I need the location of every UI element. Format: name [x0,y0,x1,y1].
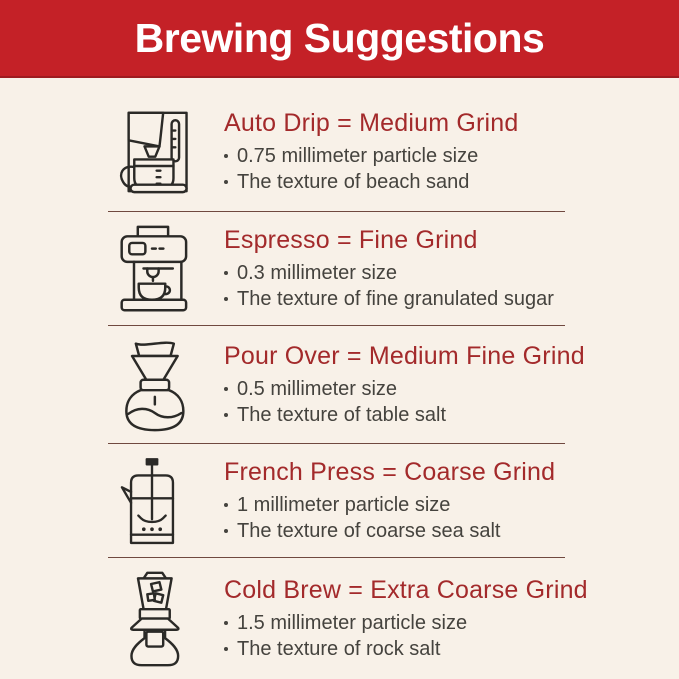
bullet-text: The texture of beach sand [237,171,470,193]
bullet-item [224,492,555,518]
bullet-item [224,286,554,312]
bullet-text: 0.75 millimeter particle size [237,145,479,167]
bullet-item [224,636,588,662]
section-auto-drip [0,78,679,211]
section-heading: Pour Over = Medium Fine Grind [224,342,585,370]
bullet-dot-icon [224,529,228,533]
section-heading: French Press = Coarse Grind [224,458,556,486]
cold-brew-dripper-icon [106,571,198,667]
section-espresso [0,212,679,325]
page-title: Brewing Suggestions [134,14,545,61]
bullet-dot-icon [224,413,228,417]
bullet-item [224,260,554,286]
bullet-item [224,610,588,636]
bullet-item [224,143,519,169]
section-french-press [0,444,679,557]
espresso-machine-icon [106,221,198,317]
bullet-dot-icon [224,387,228,391]
section-heading: Auto Drip = Medium Grind [224,109,519,137]
bullet-dot-icon [224,647,228,651]
bullet-text: 1.5 millimeter particle size [237,612,468,634]
bullet-text: 0.5 millimeter size [237,378,398,400]
header-banner [0,0,679,78]
bullet-text: 0.3 millimeter size [237,262,398,284]
drip-coffee-maker-icon [106,104,198,200]
section-cold-brew [0,558,679,679]
bullet-text: The texture of coarse sea salt [237,520,501,542]
bullet-text: The texture of fine granulated sugar [237,288,554,310]
pour-over-brewer-icon [106,337,198,433]
bullet-dot-icon [224,180,228,184]
bullet-dot-icon [224,297,228,301]
sections-list [0,78,679,679]
section-pour-over [0,326,679,443]
section-heading: Espresso = Fine Grind [224,226,478,254]
bullet-item [224,169,519,195]
bullet-dot-icon [224,271,228,275]
bullet-item [224,402,585,428]
bullet-text: 1 millimeter particle size [237,494,451,516]
bullet-dot-icon [224,154,228,158]
bullet-text: The texture of table salt [237,404,447,426]
bullet-text: The texture of rock salt [237,638,441,660]
bullet-dot-icon [224,621,228,625]
bullet-item [224,518,555,544]
section-heading: Cold Brew = Extra Coarse Grind [224,576,588,604]
bullet-dot-icon [224,503,228,507]
bullet-item [224,376,585,402]
french-press-icon [106,453,198,549]
